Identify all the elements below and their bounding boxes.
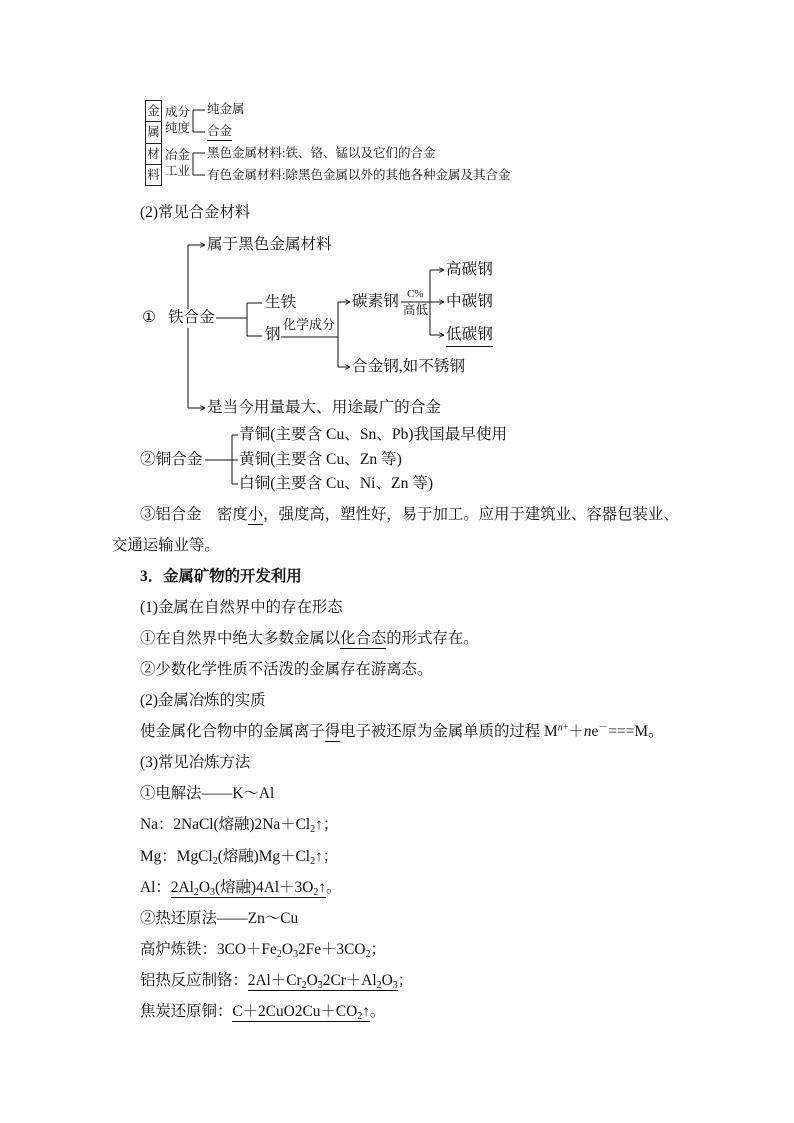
underlined-text xyxy=(248,972,398,991)
text-segment: ，强度高，塑性好，易于加工。应用于建筑业、容器包装业、 xyxy=(263,505,679,523)
text-segment: 2Al＋Cr xyxy=(247,971,302,989)
subscript: 2 xyxy=(376,979,382,991)
iron-alloy-usage: 是当今用量最大、用途最广的合金 xyxy=(207,399,441,416)
text-segment: + xyxy=(562,722,569,734)
root-char: 材 xyxy=(146,144,161,165)
ferrous-metal-item: 黑色金属材料:铁、铬、锰以及它们的合金 xyxy=(207,146,436,160)
text-segment: ； xyxy=(397,971,414,989)
underlined-text xyxy=(340,630,386,649)
text-segment: e xyxy=(591,723,599,741)
text-segment: 电子被还原为金属单质的过程 M xyxy=(340,723,558,741)
text-segment: ↑； xyxy=(315,816,339,834)
text-segment: 焦炭还原铜： xyxy=(140,1003,233,1020)
subscript: 2 xyxy=(301,979,307,991)
brass-item: 黄铜(主要含 Cu、Zn 等) xyxy=(239,451,402,468)
purity-branch-label-line2: 纯度 xyxy=(165,121,191,135)
copper-alloy-connectors xyxy=(205,435,238,484)
occurrence-point2: ②少数化学性质不活泼的金属存在游离态。 xyxy=(140,660,433,678)
medium-carbon-steel-node: 中碳钢 xyxy=(446,293,493,310)
subscript: 2 xyxy=(310,855,316,867)
text-segment: O xyxy=(381,971,393,989)
text-segment: 2Cr＋Al xyxy=(322,971,377,989)
alloys-heading: (2)常见合金材料 xyxy=(140,204,251,221)
text-segment: O xyxy=(281,940,293,958)
electrolysis-title: ①电解法——K～Al xyxy=(140,785,275,803)
body-text xyxy=(112,499,684,1028)
superscript xyxy=(558,723,569,734)
white-copper-item: 白铜(主要含 Cu、Ni、Zn 等) xyxy=(239,475,434,492)
high-low-label: 高低 xyxy=(403,303,429,317)
pig-iron-node: 生铁 xyxy=(265,294,297,311)
text-segment: 。 xyxy=(326,878,342,896)
text-segment: 。 xyxy=(369,1003,386,1020)
text-segment: ===M。 xyxy=(608,723,664,741)
pure-metal-item: 纯金属 xyxy=(207,102,245,116)
iron-alloy-marker: ① xyxy=(142,309,156,326)
text-segment: n xyxy=(583,723,592,741)
aluminum-equation xyxy=(112,872,684,903)
iron-alloy-label: 铁合金 xyxy=(168,309,215,326)
text-segment: ↑ xyxy=(318,878,327,896)
industry-branch-label-line1: 冶金 xyxy=(165,148,191,162)
text-segment: 2Fe＋3CO xyxy=(297,940,366,958)
occurrence-title: (1)金属在自然界中的存在形态 xyxy=(140,598,343,616)
text-segment: 的形式存在。 xyxy=(386,629,479,647)
carbon-percent-label: C% xyxy=(407,288,424,300)
subscript: 3 xyxy=(392,979,398,991)
text-segment: (熔融)4Al＋3O xyxy=(215,878,314,896)
steel-node: 钢 xyxy=(265,326,281,343)
copper-alloy-label: ②铜合金 xyxy=(140,451,203,468)
subscript: 2 xyxy=(313,886,319,898)
aluminum-alloy-line2: 交通运输业等。 xyxy=(112,536,220,554)
bronze-item: 青铜(主要含 Cu、Sn、Pb)我国最早使用 xyxy=(239,426,508,443)
text-segment: Al： xyxy=(140,878,171,896)
essence-title: (2)金属冶炼的实质 xyxy=(140,692,266,710)
subscript: 3 xyxy=(292,948,298,960)
subscript: 2 xyxy=(310,824,316,836)
alloy-item: 合金 xyxy=(207,123,232,141)
underlined-text xyxy=(325,723,340,742)
metal-materials-root-box xyxy=(145,100,162,186)
subscript: 2 xyxy=(193,886,199,898)
subscript: 3 xyxy=(210,886,216,898)
methods-title: (3)常见冶炼方法 xyxy=(140,754,251,772)
text-segment: (熔融)Mg＋Cl xyxy=(217,847,311,865)
thermite-equation xyxy=(112,965,684,996)
text-segment: ↑； xyxy=(315,847,339,865)
aluminum-alloy-line1 xyxy=(112,499,684,530)
industry-bracket xyxy=(193,153,205,175)
text-segment: 铝热反应制铬： xyxy=(140,971,248,989)
root-char: 料 xyxy=(147,167,160,182)
purity-branch-label-line1: 成分 xyxy=(165,105,191,119)
text-segment: 高炉炼铁：3CO＋Fe xyxy=(140,940,277,958)
underlined-text xyxy=(232,1003,370,1022)
sodium-equation xyxy=(112,809,684,840)
thermal-reduction-title: ②热还原法——Zn～Cu xyxy=(140,909,299,927)
iron-alloy-category: 属于黑色金属材料 xyxy=(207,236,332,253)
blast-furnace-equation xyxy=(112,934,684,965)
industry-branch-label-line2: 工业 xyxy=(165,164,191,178)
underlined-text xyxy=(248,506,263,525)
coke-equation xyxy=(112,996,684,1027)
text-segment: Na：2NaCl(熔融)2Na＋Cl xyxy=(140,816,311,834)
carbon-steel-node: 碳素钢 xyxy=(352,293,399,310)
magnesium-equation xyxy=(112,841,684,872)
root-char: 金 xyxy=(146,101,161,122)
low-carbon-steel-node: 低碳钢 xyxy=(446,325,493,347)
text-segment: 使金属化合物中的金属离子 xyxy=(140,723,325,741)
text-segment: ； xyxy=(370,940,386,958)
minerals-heading: 3．金属矿物的开发利用 xyxy=(140,567,302,585)
occurrence-point1 xyxy=(112,623,684,654)
text-segment: O xyxy=(198,878,211,896)
classify-by-label: 化学成分 xyxy=(283,317,336,332)
high-carbon-steel-node: 高碳钢 xyxy=(446,261,493,278)
text-segment: O xyxy=(306,971,318,989)
subscript: 2 xyxy=(365,948,371,960)
subscript: 2 xyxy=(212,855,218,867)
purity-bracket xyxy=(193,110,205,132)
essence-statement xyxy=(112,716,684,747)
text-segment: Mg：MgCl xyxy=(140,847,213,865)
text-segment: 小 xyxy=(247,505,264,523)
text-segment: ↑ xyxy=(362,1003,370,1020)
text-segment: 化合态 xyxy=(340,629,387,647)
text-segment: ①在自然界中绝大多数金属以 xyxy=(140,629,341,647)
nonferrous-metal-item: 有色金属材料:除黑色金属以外的其他各种金属及其合金 xyxy=(207,168,511,182)
text-segment: 得 xyxy=(324,723,341,741)
text-segment: ＋ xyxy=(568,723,584,741)
text-segment: C＋2CuO2Cu＋CO xyxy=(232,1003,358,1020)
text-segment: ③铝合金 密度 xyxy=(140,505,248,523)
text-segment: n xyxy=(557,722,563,734)
text-segment: 2Al xyxy=(170,878,194,896)
subscript: 2 xyxy=(357,1011,363,1022)
subscript: 3 xyxy=(317,979,323,991)
subscript: 2 xyxy=(276,948,282,960)
root-char: 属 xyxy=(146,122,161,143)
alloy-steel-node: 合金钢,如不锈钢 xyxy=(352,358,466,375)
underlined-text xyxy=(171,879,326,898)
superscript: － xyxy=(598,722,609,734)
